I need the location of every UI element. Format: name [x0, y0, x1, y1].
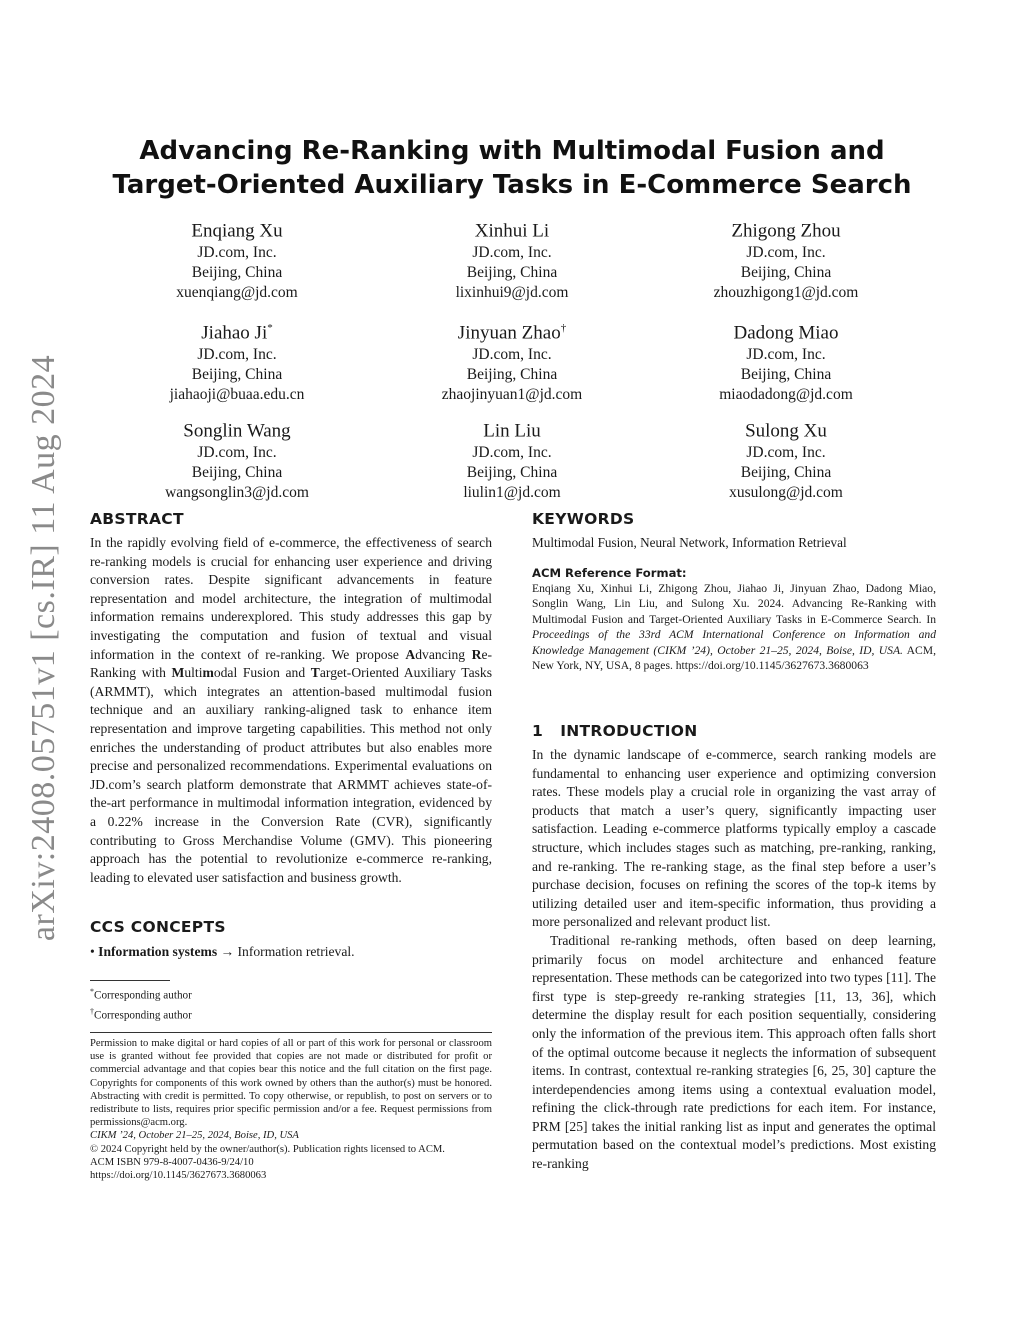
- permission-rule: [90, 1032, 492, 1033]
- author-email: zhouzhigong1@jd.com: [713, 284, 859, 302]
- permission-text: Permission to make digital or hard copies of all or part of this work for personal or classroom use is granted without fee provided that copies are not made or distributed for profit or commercial advantage and that copies bear this notice and the full citation on the first page. Copyrights for components of this work owned by others than the author(s) must be honored. Abstracting with credit is permitted. To copy otherwise, or republish, to post on servers or to redistribute to lists, requires prior specific permission and/or a fee. Request permissions from permissions@acm.org.: [90, 1038, 492, 1129]
- intro-paragraph-2: Traditional re-ranking methods, often based on deep learning, primarily focus on model architecture and enhanced feature representation. These methods can be categorized into two types [11]. The first type is step-greedy re-ranking strategies [11, 13, 36], which determine the display result for each position sequentially, considering only the information of the previous item. This approach often falls short of the optimal outcome because it neglects the information of subsequent items. In contrast, contextual re-ranking strategies [6, 25, 30] capture the interdependencies among items using a contextual evaluation model, refining the click-through rate predictions for each item. For instance, PRM [25] takes the initial ranking list as input and generates the optimal permutation based on the contextual model’s predictions. Most existing re-ranking: [532, 932, 936, 1172]
- author-email: xuenqiang@jd.com: [176, 284, 298, 302]
- author-location: Beijing, China: [191, 264, 283, 282]
- acm-reference: [532, 566, 936, 673]
- author-location: Beijing, China: [740, 464, 832, 482]
- author-name: Songlin Wang: [183, 420, 291, 442]
- footnote-rule: [90, 980, 170, 981]
- author-name: Xinhui Li: [474, 220, 550, 242]
- author-affiliation: JD.com, Inc.: [197, 346, 277, 364]
- author-location: Beijing, China: [466, 366, 558, 384]
- author-affiliation: JD.com, Inc.: [472, 346, 552, 364]
- author-block: [97, 316, 377, 405]
- author-block: [97, 414, 377, 503]
- keywords-text: Multimodal Fusion, Neural Network, Information Retrieval: [532, 535, 847, 550]
- author-location: Beijing, China: [740, 264, 832, 282]
- author-name: Zhigong Zhou: [731, 220, 841, 242]
- author-block: [646, 316, 926, 405]
- author-block: [372, 214, 652, 303]
- author-email: zhaojinyuan1@jd.com: [441, 386, 583, 404]
- isbn: ACM ISBN 979-8-4007-0436-9/24/10: [90, 1156, 254, 1168]
- ccs-heading: CCS CONCEPTS: [90, 918, 226, 936]
- footnotes: [90, 984, 492, 1023]
- intro-heading: 1 INTRODUCTION: [532, 722, 698, 740]
- author-email: xusulong@jd.com: [729, 484, 843, 502]
- author-location: Beijing, China: [191, 464, 283, 482]
- author-location: Beijing, China: [740, 366, 832, 384]
- ccs-concept: Information systems: [98, 944, 218, 959]
- ccs-concepts: • Information systems → Information retrieval.: [90, 944, 355, 959]
- author-name: Jiahao Ji: [201, 322, 268, 344]
- author-mark: *: [267, 322, 273, 334]
- author-email: miaodadong@jd.com: [719, 386, 853, 404]
- author-affiliation: JD.com, Inc.: [472, 244, 552, 262]
- author-email: wangsonglin3@jd.com: [165, 484, 309, 502]
- author-email: lixinhui9@jd.com: [455, 284, 569, 302]
- author-email: jiahaoji@buaa.edu.cn: [169, 386, 305, 404]
- abstract-heading: ABSTRACT: [90, 510, 184, 528]
- model-acronym: Advancing Re-Ranking with Multimodal Fusion and Target-Oriented Auxiliary Tasks: [90, 646, 493, 681]
- author-affiliation: JD.com, Inc.: [746, 444, 826, 462]
- acm-reference-label: ACM Reference Format:: [532, 566, 687, 580]
- author-name: Enqiang Xu: [191, 220, 283, 242]
- title-line-2: Target-Oriented Auxiliary Tasks in E-Commerce Search: [112, 170, 912, 200]
- author-name: Lin Liu: [483, 420, 541, 442]
- author-location: Beijing, China: [466, 464, 558, 482]
- author-block: [372, 414, 652, 503]
- author-block: [646, 414, 926, 503]
- author-affiliation: JD.com, Inc.: [746, 346, 826, 364]
- copyright: © 2024 Copyright held by the owner/author(s). Publication rights licensed to ACM.: [90, 1143, 445, 1155]
- author-mark: †: [560, 322, 567, 334]
- author-name: Sulong Xu: [745, 420, 827, 442]
- author-email: liulin1@jd.com: [463, 484, 561, 502]
- acm-reference-text: Enqiang Xu, Xinhui Li, Zhigong Zhou, Jiahao Ji, Jinyuan Zhao, Dadong Miao, Songlin Wang, Lin Liu, and Sulong Xu. 2024. Advancing Re-Ranking with Multimodal Fusion and Target-Oriented Auxiliary Tasks in E-Commerce Search. In Proceedings of the 33rd ACM International Conference on Information and Knowledge Management (CIKM ’24), October 21–25, 2024, Boise, ID, USA. ACM, New York, NY, USA, 8 pages. https://doi.org/10.1145/3627673.3680063: [532, 582, 936, 673]
- footnote: *Corresponding author: [90, 987, 192, 1002]
- author-block: [646, 214, 926, 303]
- author-block: [97, 214, 377, 303]
- venue: CIKM ’24, October 21–25, 2024, Boise, ID, USA: [90, 1130, 299, 1142]
- arxiv-stamp: [24, 355, 64, 940]
- author-name: Dadong Miao: [733, 322, 839, 344]
- keywords-heading: KEYWORDS: [532, 510, 635, 528]
- abstract-section: [90, 510, 492, 887]
- introduction-section: [532, 722, 936, 1174]
- ccs-section: [90, 918, 492, 962]
- abstract-text: In the rapidly evolving field of e-commerce, the effectiveness of search re-ranking models is crucial for enhancing user experience and driving conversion rates. Despite significant advancements in feature representation and model architecture, the integration of multimodal information remains underexplored. This study addresses this gap by investigating the computation and fusion of textual and visual information in the context of re-ranking. We propose Advancing Re-Ranking with Multimodal Fusion and Target-Oriented Auxiliary Tasks (ARMMT), which integrates an attention-based multimodal fusion technique and an auxiliary ranking-aligned task to enhance item representation and improve targeting capabilities. This method not only enriches the understanding of product attributes but also enables more precise and personalized recommendations. Experimental evaluations on JD.com’s search platform demonstrate that ARMMT achieves state-of-the-art performance in multimodal information integration, evidenced by a 0.22% increase in the Conversion Rate (CVR), significantly contributing to Gross Merchandise Volume (GMV). This pioneering approach has the potential to revolutionize e-commerce re-ranking, leading to elevated user satisfaction and business growth.: [90, 535, 493, 885]
- author-affiliation: JD.com, Inc.: [197, 444, 277, 462]
- keywords-section: [532, 510, 936, 553]
- paper-title: [100, 134, 924, 202]
- arxiv-id: arXiv:2408.05751v1 [cs.IR] 11 Aug 2024: [25, 354, 62, 941]
- doi-link[interactable]: https://doi.org/10.1145/3627673.3680063: [90, 1170, 267, 1182]
- author-location: Beijing, China: [191, 366, 283, 384]
- author-affiliation: JD.com, Inc.: [197, 244, 277, 262]
- permission-block: [90, 1037, 492, 1182]
- author-name: Jinyuan Zhao: [457, 322, 561, 344]
- author-block: [372, 316, 652, 405]
- intro-paragraph-1: In the dynamic landscape of e-commerce, search ranking models are fundamental to enhancing user experience and optimizing conversion rates. These models play a crucial role in organizing the vast array of products that match a user’s query, significantly impacting user satisfaction. Leading e-commerce platforms typically employ a cascade structure, which includes stages such as matching, pre-ranking, ranking, and re-ranking. The re-ranking stage, as the final step before a user’s purchase decision, focuses on refining the scores of the top-k items by utilizing detailed user and item-specific information, thus providing a more personalized and relevant product list.: [532, 747, 936, 930]
- footnote: †Corresponding author: [90, 1006, 192, 1022]
- author-location: Beijing, China: [466, 264, 558, 282]
- author-affiliation: JD.com, Inc.: [746, 244, 826, 262]
- title-line-1: Advancing Re-Ranking with Multimodal Fusion and: [139, 136, 885, 166]
- author-affiliation: JD.com, Inc.: [472, 444, 552, 462]
